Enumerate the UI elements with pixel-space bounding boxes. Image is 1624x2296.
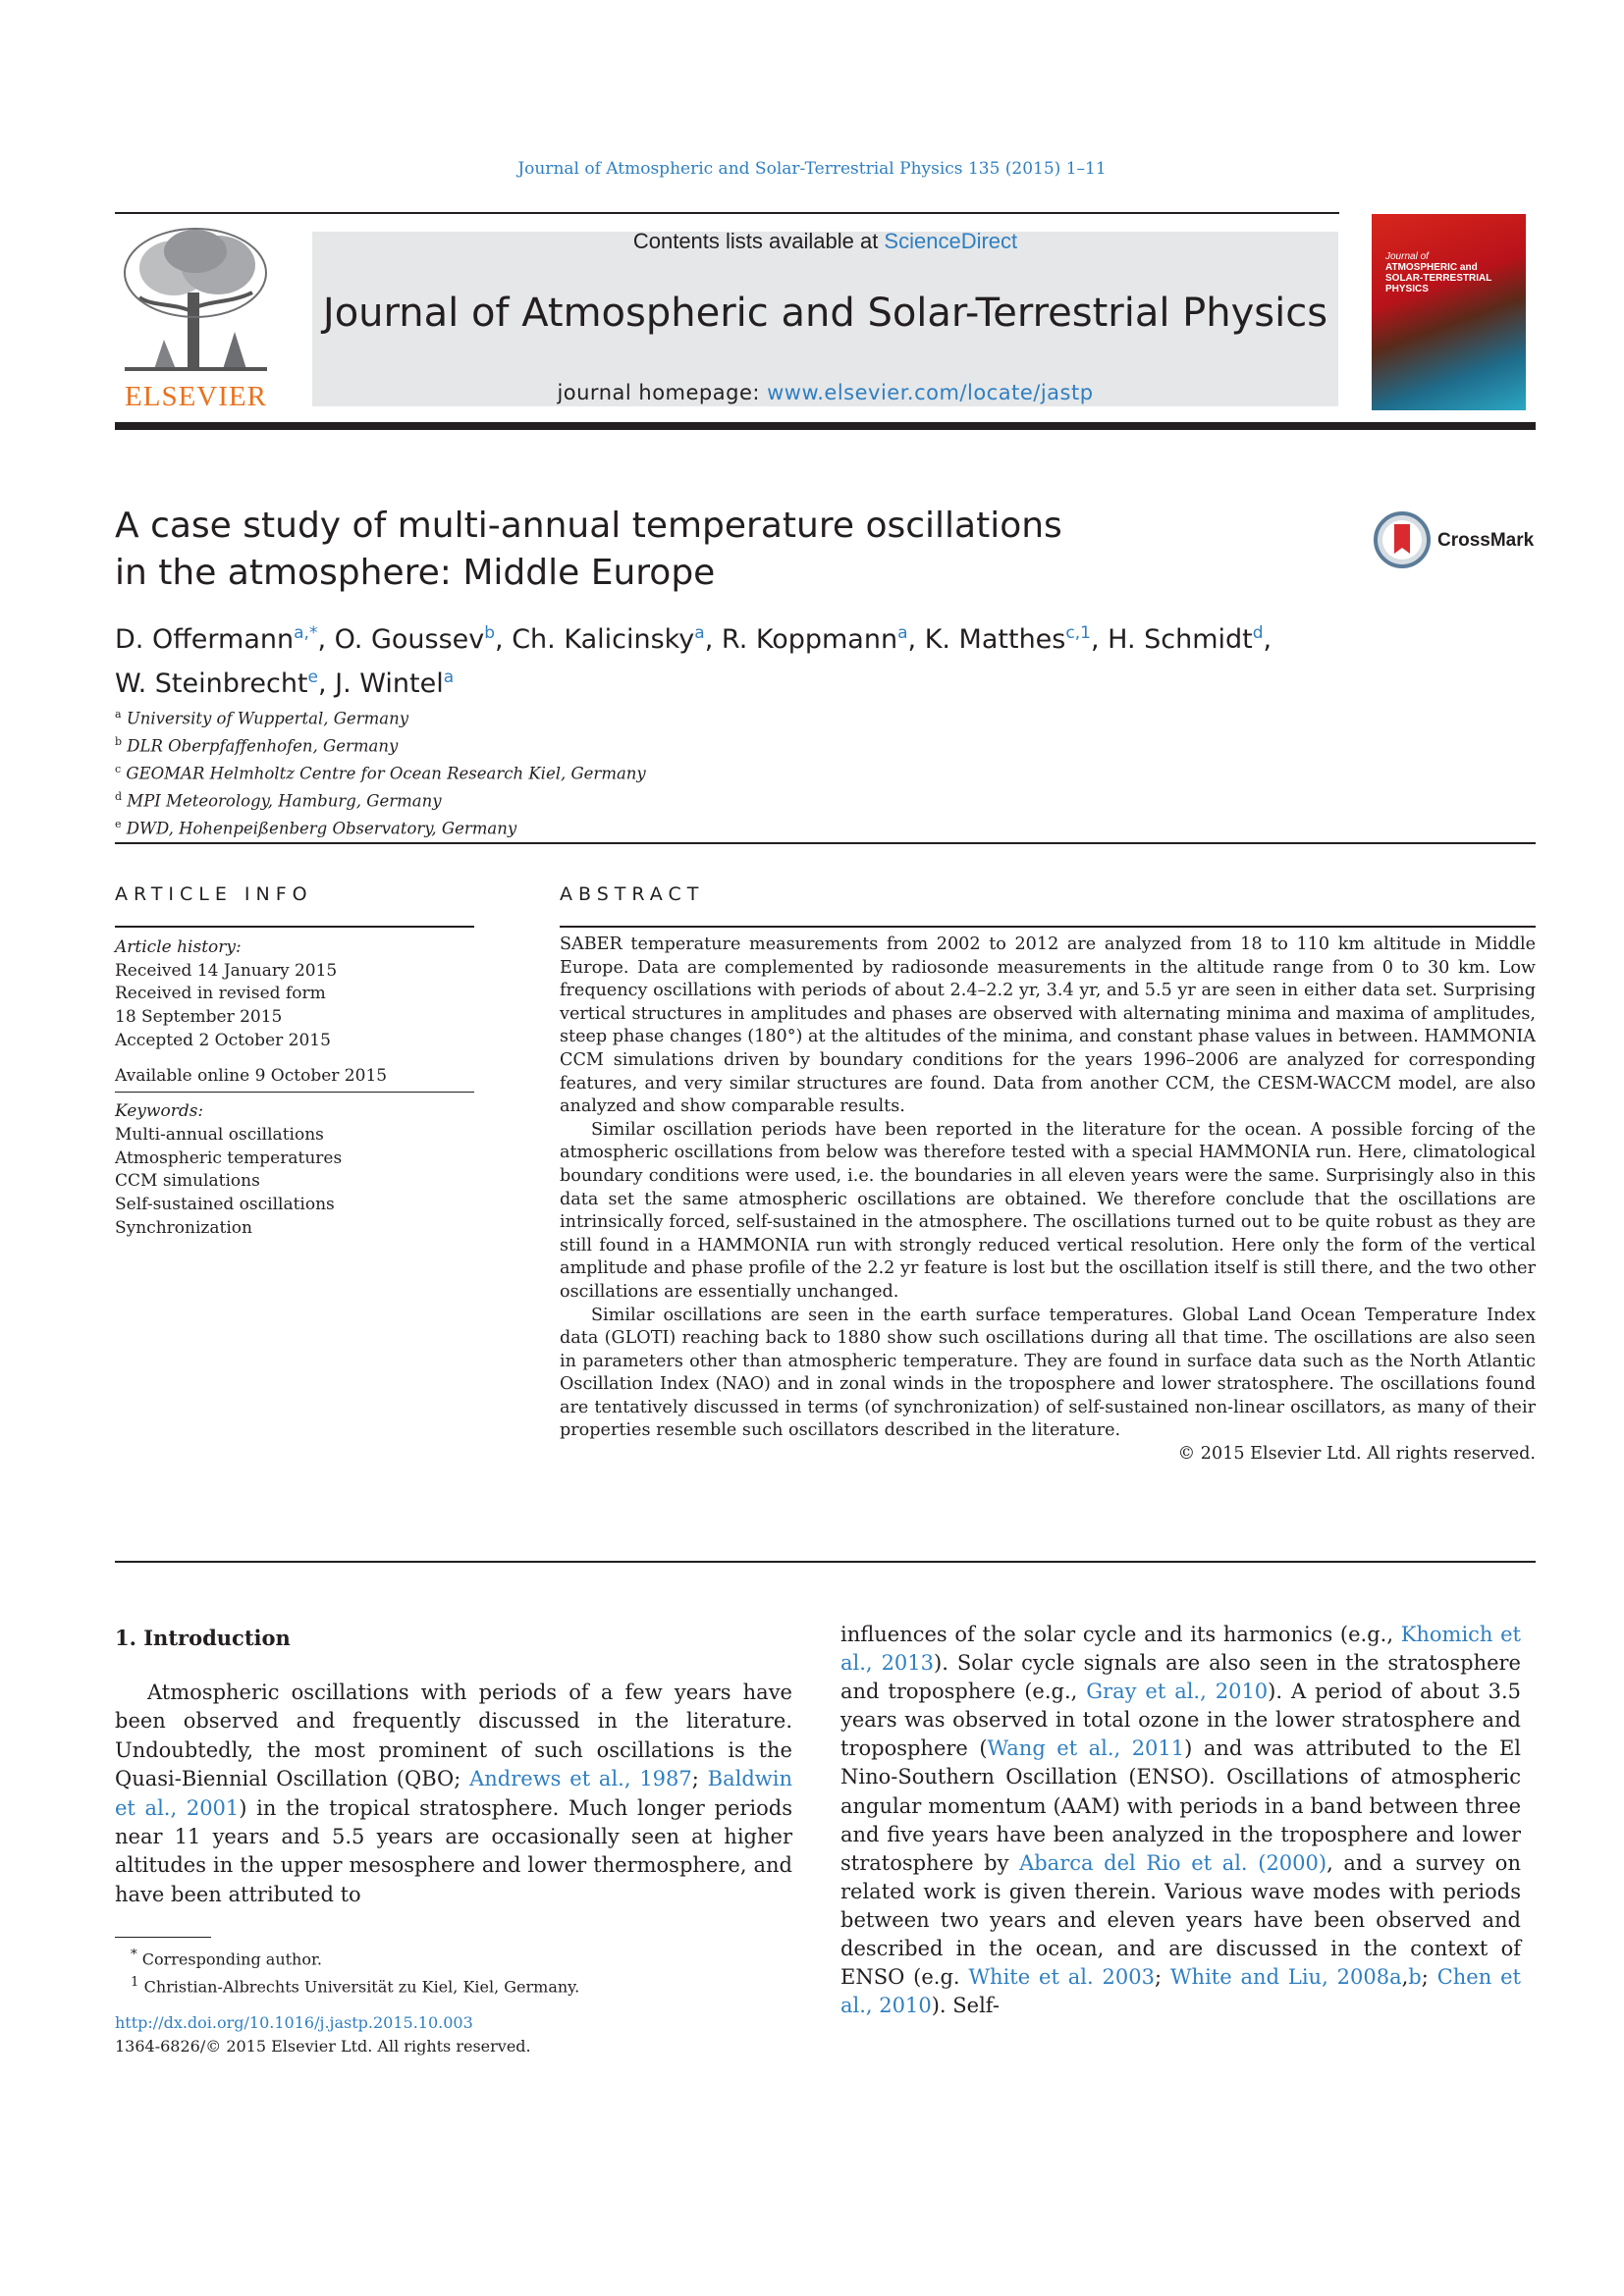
cover-title-line: Journal of — [1385, 251, 1429, 262]
author-name: D. Offermann — [115, 624, 295, 655]
citation-link[interactable]: b — [1408, 1965, 1422, 1990]
affiliation-key: e — [115, 818, 122, 830]
author-list — [115, 614, 1391, 703]
crossmark-button[interactable] — [1373, 510, 1540, 573]
footnote — [115, 1944, 792, 1971]
body-text: ). Solar cycle signals are also seen in the stratosphere and troposphere (e.g., — [840, 1651, 1521, 1704]
affiliation-text: DLR Oberpfaffenhofen, Germany — [127, 736, 399, 756]
citation-link[interactable]: Gray et al., 2010 — [1086, 1680, 1269, 1704]
body-text: ) and was attributed to the El Nino-Southern Oscillation (ENSO). Oscillations of atmospheric angular momentum (AAM) with periods in a band between three and five years have been analyzed in the troposphere and lower stratosphere by — [840, 1736, 1521, 1875]
contents-line — [312, 229, 1338, 254]
keyword: Multi-annual oscillations — [115, 1124, 324, 1145]
crossmark-label: CrossMark — [1437, 530, 1535, 551]
doi-link[interactable]: http://dx.doi.org/10.1016/j.jastp.2015.10.003 — [115, 2013, 473, 2032]
article-info-divider — [115, 1092, 474, 1093]
history-item: 18 September 2015 — [115, 1007, 283, 1028]
abstract-heading: ABSTRACT — [560, 883, 705, 905]
keyword: Synchronization — [115, 1217, 252, 1238]
keyword: CCM simulations — [115, 1171, 260, 1192]
author — [925, 624, 1108, 655]
author-name: J. Wintel — [335, 668, 444, 699]
author-separator: , — [317, 624, 335, 655]
cover-title-line: PHYSICS — [1385, 284, 1429, 294]
header-top-rule — [115, 212, 1339, 214]
affiliation — [115, 703, 999, 730]
author-affil-link[interactable]: a — [897, 623, 908, 643]
affiliation-text: MPI Meteorology, Hamburg, Germany — [127, 791, 442, 811]
footnote-text: Corresponding author. — [136, 1949, 322, 1969]
affiliation-key: a — [115, 708, 122, 721]
header-thick-rule — [115, 422, 1536, 430]
cover-title-line: ATMOSPHERIC and — [1385, 262, 1478, 273]
author-separator: , — [1263, 624, 1272, 655]
journal-cover-image[interactable] — [1372, 214, 1526, 410]
author-affil-link[interactable]: e — [307, 667, 318, 687]
affiliation — [115, 730, 999, 758]
author-separator: , — [1090, 624, 1109, 655]
affiliation-text: GEOMAR Helmholtz Centre for Ocean Research Kiel, Germany — [126, 764, 646, 783]
citation-link[interactable]: White and Liu, 2008a — [1169, 1965, 1402, 1990]
affiliation-text: University of Wuppertal, Germany — [126, 709, 409, 728]
abstract-rule — [560, 926, 1536, 928]
body-text: , and a survey on related work is given therein. Various wave modes with periods between two years and eleven years have been observed and described in the ocean, and are discussed in the context of ENSO (e.g. — [840, 1850, 1521, 1990]
keywords-label: Keywords: — [115, 1101, 204, 1122]
introduction-right-column — [840, 1621, 1521, 2020]
citation-link[interactable]: Andrews et al., 1987 — [469, 1767, 692, 1791]
article-info-heading: ARTICLE INFO — [115, 883, 313, 905]
body-text: ) in the tropical stratosphere. Much longer periods near 11 years and 5.5 years are occasionally seen at higher altitudes in the upper mesosphere and lower thermosphere, and have been attributed to — [115, 1795, 792, 1906]
article-title — [115, 503, 1097, 597]
homepage-prefix: journal homepage: — [557, 381, 768, 404]
body-text: ; — [1155, 1965, 1170, 1990]
homepage-link[interactable]: www.elsevier.com/locate/jastp — [767, 381, 1094, 404]
history-item: Accepted 2 October 2015 — [115, 1030, 331, 1050]
crossmark-icon — [1373, 510, 1432, 569]
body-text: , — [1401, 1965, 1409, 1990]
author-affil-link[interactable]: a — [443, 667, 455, 687]
affiliation-text: DWD, Hohenpeißenberg Observatory, Germany — [126, 819, 517, 838]
journal-name: Journal of Atmospheric and Solar-Terrestrial Physics — [322, 291, 1328, 336]
body-text: ; — [1421, 1965, 1437, 1990]
affiliation-key: d — [115, 790, 123, 803]
history-item: Received in revised form — [115, 984, 326, 1004]
author — [335, 668, 454, 699]
keyword: Atmospheric temperatures — [115, 1148, 343, 1168]
body-text: ). Self- — [931, 1994, 1000, 2018]
history-label: Article history: — [115, 937, 242, 957]
keyword: Self-sustained oscillations — [115, 1195, 335, 1215]
citation-link[interactable]: Khomich et al., 2013 — [840, 1623, 1521, 1676]
author-name: K. Matthes — [924, 624, 1066, 655]
body-text: Atmospheric oscillations with periods of a few years have been observed and frequently discussed in the literature. Undoubtedly, the most prominent of such oscillations is the Quasi-Biennial Oscillation (QBO; — [115, 1681, 792, 1791]
affiliation-key: c — [115, 763, 122, 775]
footnotes — [115, 1944, 792, 1999]
author-name: Ch. Kalicinsky — [512, 624, 695, 655]
author-affil-link[interactable]: a — [694, 623, 705, 643]
author-affil-link[interactable]: d — [1252, 623, 1264, 643]
footnote — [115, 1971, 792, 1999]
author-affil-link[interactable]: a,* — [294, 623, 318, 643]
abstract-paragraph: Similar oscillation periods have been reported in the literature for the ocean. A possible forcing of the atmospheric oscillations from below was therefore tested with a special HAMMONIA run. Here, climatological boundary conditions were used, i.e. the boundaries in all eleven years were the same. Surprisingly also in this data set the same atmospheric oscillations are obtained. We therefore conclude that the oscillations are intrinsically forced, self-sustained in the atmosphere. The oscillations turned out to be quite robust as they are still found in a HAMMONIA run with strongly reduced vertical resolution. Here only the form of the vertical amplitude and phase profile of the 2.2 yr feature is lost but the oscillation itself is still there, and the two other oscillations are essentially unchanged. — [560, 1119, 1536, 1302]
affiliation — [115, 758, 999, 785]
author-affil-link[interactable]: b — [484, 623, 496, 643]
abstract-body — [560, 934, 1536, 1467]
author-separator: , — [317, 668, 336, 699]
title-line: A case study of multi-annual temperature oscillations — [115, 506, 1062, 546]
footnote-mark: 1 — [131, 1974, 139, 1990]
author — [512, 624, 722, 655]
cover-title-line: SOLAR-TERRESTRIAL — [1385, 273, 1492, 284]
section-rule — [115, 842, 1536, 844]
author — [115, 624, 335, 655]
article-info-rule — [115, 926, 474, 928]
affiliation-list — [115, 703, 999, 840]
citation-link[interactable]: White et al. 2003 — [968, 1965, 1156, 1990]
citation-link[interactable]: Baldwin et al., 2001 — [115, 1767, 792, 1820]
author-separator: , — [495, 624, 513, 655]
affiliation — [115, 785, 999, 813]
author-name: R. Koppmann — [721, 624, 898, 655]
issn-line: 1364-6826/© 2015 Elsevier Ltd. All rights reserved. — [115, 2036, 531, 2056]
copyright-notice: © 2015 Elsevier Ltd. All rights reserved. — [1177, 1444, 1536, 1465]
introduction-left-column — [115, 1679, 792, 1909]
history-item: Received 14 January 2015 — [115, 960, 338, 981]
affiliation — [115, 813, 999, 840]
elsevier-tree-icon — [115, 224, 277, 381]
citation-link[interactable]: Abarca del Rio et al. (2000) — [1019, 1850, 1327, 1875]
author-name: W. Steinbrecht — [115, 668, 308, 699]
author-name: O. Goussev — [334, 624, 485, 655]
author-affil-link[interactable]: c,1 — [1065, 623, 1091, 643]
footnote-rule — [115, 1937, 211, 1938]
affiliation-key: b — [115, 735, 123, 748]
author — [1108, 624, 1272, 655]
cover-title — [1385, 251, 1491, 294]
citation-link[interactable]: Chen et al., 2010 — [840, 1965, 1521, 2018]
author-name: H. Schmidt — [1108, 624, 1253, 655]
publisher-wordmark: ELSEVIER — [125, 381, 267, 412]
journal-citation-link[interactable]: Journal of Atmospheric and Solar-Terrestrial Physics 135 (2015) 1–11 — [517, 159, 1107, 179]
abstract-paragraph: Similar oscillations are seen in the earth surface temperatures. Global Land Ocean Temperature Index data (GLOTI) reaching back to 1880 show such oscillations during all that time. The oscillations are also seen in parameters other than atmospheric temperature. They are found in surface data such as the North Atlantic Oscillation Index (NAO) and in zonal winds in the troposphere and lower stratosphere. The oscillations found are tentatively discussed in terms (of synchronization) of self-sustained non-linear oscillators, as many of their properties resemble such oscillators described in the literature. — [560, 1305, 1536, 1441]
elsevier-logo — [115, 224, 277, 410]
doi-block — [115, 2011, 792, 2057]
sciencedirect-link[interactable]: ScienceDirect — [884, 229, 1018, 253]
abstract-paragraph: SABER temperature measurements from 2002 to 2012 are analyzed from 18 to 110 km altitude in Middle Europe. Data are complemented by radiosonde measurements in the altitude range from 0 to 30 km. Low frequency oscillations with periods of about 2.4–2.2 yr, 3.4 yr, and 5.5 yr are seen in either data set. Surprising vertical structures in amplitudes and phases are observed with alternating minima and maxima of amplitudes, steep phase changes (180°) at the altitudes of the minima, and constant phase values in between. HAMMONIA CCM simulations driven by boundary conditions for the years 1996–2006 are analyzed for corresponding features, and very similar structures are found. Data from another CCM, the CESM-WACCM model, are also analyzed and show comparable results. — [560, 934, 1536, 1117]
body-text: ). A period of about 3.5 years was observed in total ozone in the lower stratosphere and troposphere ( — [840, 1680, 1521, 1761]
section-rule — [115, 1561, 1536, 1563]
author — [722, 624, 925, 655]
body-text: ; — [691, 1767, 708, 1791]
citation-link[interactable]: Wang et al., 2011 — [987, 1736, 1185, 1761]
contents-prefix: Contents lists available at — [632, 229, 885, 253]
homepage-line — [312, 381, 1338, 404]
footnote-mark: * — [131, 1948, 137, 1962]
author-separator: , — [704, 624, 722, 655]
article-info — [115, 936, 474, 1240]
author — [115, 668, 335, 699]
title-line: in the atmosphere: Middle Europe — [115, 553, 716, 593]
available-online: Available online 9 October 2015 — [115, 1065, 388, 1086]
author — [335, 624, 513, 655]
introduction-heading: 1. Introduction — [115, 1626, 291, 1650]
author-separator: , — [907, 624, 925, 655]
body-text: influences of the solar cycle and its harmonics (e.g., — [840, 1623, 1401, 1646]
footnote-text: Christian-Albrechts Universität zu Kiel, Kiel, Germany. — [138, 1977, 580, 1997]
